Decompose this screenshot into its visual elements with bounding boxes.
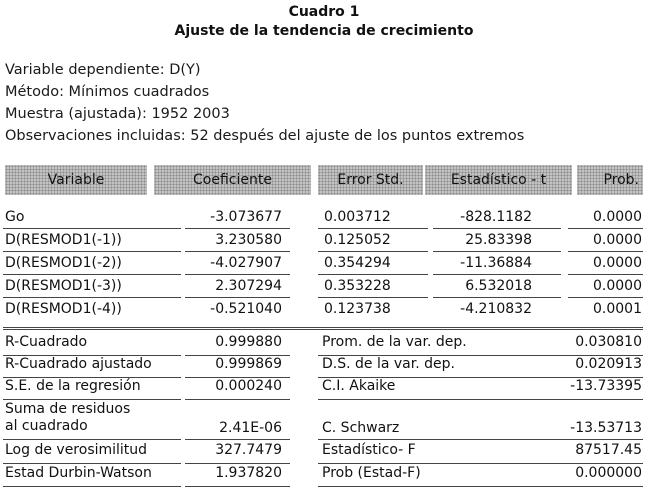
stats-row xyxy=(0,334,648,356)
cell-std-error: 0.123738 xyxy=(324,301,391,317)
stat-value: 0.999880 xyxy=(215,334,282,350)
cell-variable: D(RESMOD1(-4)) xyxy=(5,301,122,317)
stat-label-2: C. Schwarz xyxy=(322,420,400,436)
table-row xyxy=(0,252,648,274)
sample-line: Muestra (ajustada): 1952 2003 xyxy=(5,106,230,122)
stat-value-2: -13.53713 xyxy=(570,420,642,436)
cell-coefficient: 2.307294 xyxy=(215,278,282,294)
stat-value-2: 0.020913 xyxy=(575,356,642,372)
stat-value: 327.7479 xyxy=(215,442,282,458)
stat-label: Estad Durbin-Watson xyxy=(5,465,152,481)
stat-value: 2.41E-06 xyxy=(219,420,282,436)
table-title: Ajuste de la tendencia de crecimiento xyxy=(174,23,474,39)
section-divider xyxy=(3,327,643,328)
method-line: Método: Mínimos cuadrados xyxy=(5,84,210,100)
cell-coefficient: -4.027907 xyxy=(210,255,282,271)
cell-t-statistic: -828.1182 xyxy=(460,209,532,225)
stat-label-2: C.I. Akaike xyxy=(322,378,396,394)
cell-t-statistic: 25.83398 xyxy=(465,232,532,248)
stat-value-2: 0.000000 xyxy=(575,465,642,481)
stat-label: al cuadrado xyxy=(5,418,88,434)
cell-variable: D(RESMOD1(-3)) xyxy=(5,278,122,294)
cell-prob: 0.0000 xyxy=(593,255,642,271)
cell-std-error: 0.125052 xyxy=(324,232,391,248)
cell-std-error: 0.354294 xyxy=(324,255,391,271)
dependent-variable-line: Variable dependiente: D(Y) xyxy=(5,62,201,78)
table-row xyxy=(0,206,648,228)
stat-label: S.E. de la regresión xyxy=(5,378,141,394)
stat-value-2: -13.73395 xyxy=(570,378,642,394)
stat-value: 1.937820 xyxy=(215,465,282,481)
cell-std-error: 0.003712 xyxy=(324,209,391,225)
stat-label: R-Cuadrado ajustado xyxy=(5,356,152,372)
cell-variable: Go xyxy=(5,209,25,225)
stats-row xyxy=(0,442,648,464)
cell-variable: D(RESMOD1(-1)) xyxy=(5,232,122,248)
stats-row xyxy=(0,465,648,487)
cell-std-error: 0.353228 xyxy=(324,278,391,294)
stats-row xyxy=(0,378,648,400)
cell-coefficient: -3.073677 xyxy=(210,209,282,225)
cell-prob: 0.0001 xyxy=(593,301,642,317)
stat-label-2: D.S. de la var. dep. xyxy=(322,356,455,372)
header-variable: Variable xyxy=(5,165,147,195)
stat-label: Log de verosimilitud xyxy=(5,442,148,458)
cell-prob: 0.0000 xyxy=(593,232,642,248)
table-row xyxy=(0,229,648,251)
cell-coefficient: -0.521040 xyxy=(210,301,282,317)
cell-prob: 0.0000 xyxy=(593,209,642,225)
stat-label-2: Prom. de la var. dep. xyxy=(322,334,467,350)
stat-value-2: 87517.45 xyxy=(575,442,642,458)
stat-label: R-Cuadrado xyxy=(5,334,88,350)
header-coefficient: Coeficiente xyxy=(154,165,311,195)
table-number: Cuadro 1 xyxy=(288,4,360,20)
stat-label-2: Estadístico- F xyxy=(322,442,416,458)
stats-row xyxy=(0,401,648,437)
header-t-statistic: Estadístico - t xyxy=(425,165,572,195)
cell-prob: 0.0000 xyxy=(593,278,642,294)
stat-label: Suma de residuos xyxy=(5,401,131,417)
stats-row xyxy=(0,356,648,378)
table-row xyxy=(0,275,648,297)
header-std-error: Error Std. xyxy=(318,165,423,195)
cell-variable: D(RESMOD1(-2)) xyxy=(5,255,122,271)
cell-coefficient: 3.230580 xyxy=(215,232,282,248)
stat-value: 0.999869 xyxy=(215,356,282,372)
stat-label-2: Prob (Estad-F) xyxy=(322,465,421,481)
section-divider xyxy=(3,329,643,330)
cell-t-statistic: -4.210832 xyxy=(460,301,532,317)
cell-t-statistic: 6.532018 xyxy=(465,278,532,294)
stat-value-2: 0.030810 xyxy=(575,334,642,350)
header-prob: Prob. xyxy=(577,165,643,195)
stat-value: 0.000240 xyxy=(215,378,282,394)
table-row xyxy=(0,298,648,320)
cell-t-statistic: -11.36884 xyxy=(460,255,532,271)
observations-line: Observaciones incluidas: 52 después del ajuste de los puntos extremos xyxy=(5,128,525,144)
